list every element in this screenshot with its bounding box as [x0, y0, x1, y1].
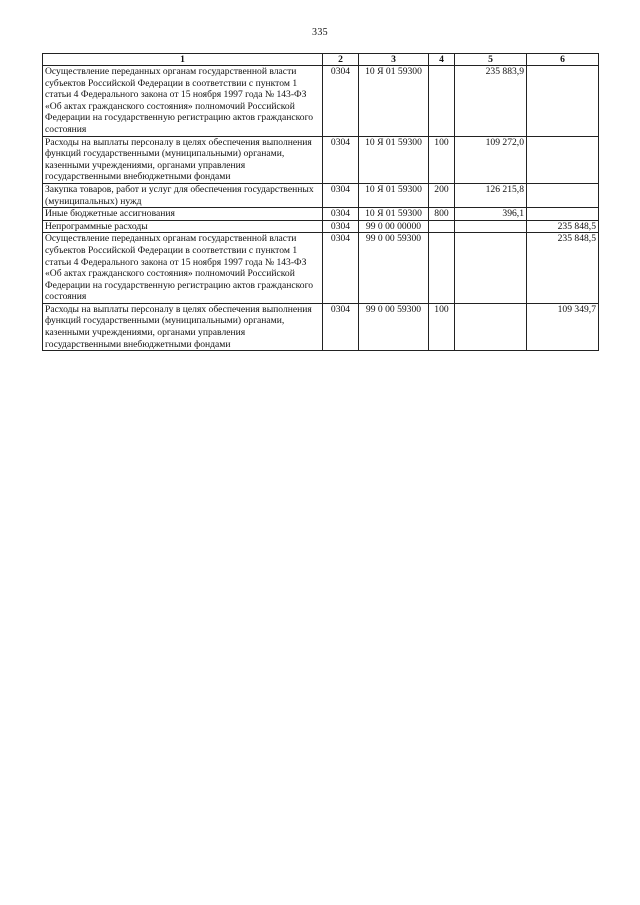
expense-name-cell: Непрограммные расходы: [43, 220, 323, 233]
target-article-cell: 99 0 00 59300: [359, 303, 429, 350]
column-header: 1: [43, 54, 323, 66]
section-code-cell: 0304: [323, 303, 359, 350]
amount-col6-cell: [527, 208, 599, 221]
amount-col6-cell: 109 349,7: [527, 303, 599, 350]
amount-col5-cell: 109 272,0: [455, 136, 527, 183]
budget-table: [42, 53, 599, 351]
table-row: [43, 220, 599, 233]
table-header-row: [43, 54, 599, 66]
page-number: 335: [312, 27, 328, 38]
expense-name-cell: Осуществление переданных органам государственной власти субъектов Российской Федерации в соответствии с пунктом 1 статьи 4 Федерального закона от 15 ноября 1997 года № 143-ФЗ «Об актах гражданского состояния» полномочий Российской Федерации на государственную регистрацию актов гражданского состояния: [43, 66, 323, 137]
expense-type-cell: [429, 233, 455, 304]
target-article-cell: 10 Я 01 59300: [359, 208, 429, 221]
target-article-cell: 10 Я 01 59300: [359, 66, 429, 137]
amount-col6-cell: [527, 66, 599, 137]
amount-col5-cell: [455, 220, 527, 233]
amount-col6-cell: [527, 183, 599, 207]
table-row: [43, 233, 599, 304]
expense-name-cell: Расходы на выплаты персоналу в целях обеспечения выполнения функций государственными (муниципальными) органами, казенными учреждениями, органами управления государственными внебюджетными фондами: [43, 303, 323, 350]
target-article-cell: 99 0 00 59300: [359, 233, 429, 304]
amount-col5-cell: 126 215,8: [455, 183, 527, 207]
expense-type-cell: [429, 220, 455, 233]
table-row: [43, 303, 599, 350]
table-row: [43, 66, 599, 137]
expense-type-cell: [429, 66, 455, 137]
section-code-cell: 0304: [323, 208, 359, 221]
expense-name-cell: Осуществление переданных органам государственной власти субъектов Российской Федерации в соответствии с пунктом 1 статьи 4 Федерального закона от 15 ноября 1997 года № 143-ФЗ «Об актах гражданского состояния» полномочий Российской Федерации на государственную регистрацию актов гражданского состояния: [43, 233, 323, 304]
table-row: [43, 136, 599, 183]
column-header: 3: [359, 54, 429, 66]
column-header: 6: [527, 54, 599, 66]
amount-col6-cell: 235 848,5: [527, 220, 599, 233]
section-code-cell: 0304: [323, 66, 359, 137]
amount-col5-cell: [455, 233, 527, 304]
amount-col6-cell: 235 848,5: [527, 233, 599, 304]
expense-name-cell: Закупка товаров, работ и услуг для обеспечения государственных (муниципальных) нужд: [43, 183, 323, 207]
expense-type-cell: 100: [429, 303, 455, 350]
target-article-cell: 10 Я 01 59300: [359, 183, 429, 207]
column-header: 4: [429, 54, 455, 66]
amount-col5-cell: 396,1: [455, 208, 527, 221]
column-header: 5: [455, 54, 527, 66]
table-row: [43, 208, 599, 221]
target-article-cell: 99 0 00 00000: [359, 220, 429, 233]
section-code-cell: 0304: [323, 183, 359, 207]
amount-col5-cell: [455, 303, 527, 350]
amount-col5-cell: 235 883,9: [455, 66, 527, 137]
table-row: [43, 183, 599, 207]
target-article-cell: 10 Я 01 59300: [359, 136, 429, 183]
section-code-cell: 0304: [323, 220, 359, 233]
expense-type-cell: 800: [429, 208, 455, 221]
expense-type-cell: 200: [429, 183, 455, 207]
expense-name-cell: Расходы на выплаты персоналу в целях обеспечения выполнения функций государственными (муниципальными) органами, казенными учреждениями, органами управления государственными внебюджетными фондами: [43, 136, 323, 183]
section-code-cell: 0304: [323, 233, 359, 304]
amount-col6-cell: [527, 136, 599, 183]
expense-name-cell: Иные бюджетные ассигнования: [43, 208, 323, 221]
section-code-cell: 0304: [323, 136, 359, 183]
expense-type-cell: 100: [429, 136, 455, 183]
column-header: 2: [323, 54, 359, 66]
